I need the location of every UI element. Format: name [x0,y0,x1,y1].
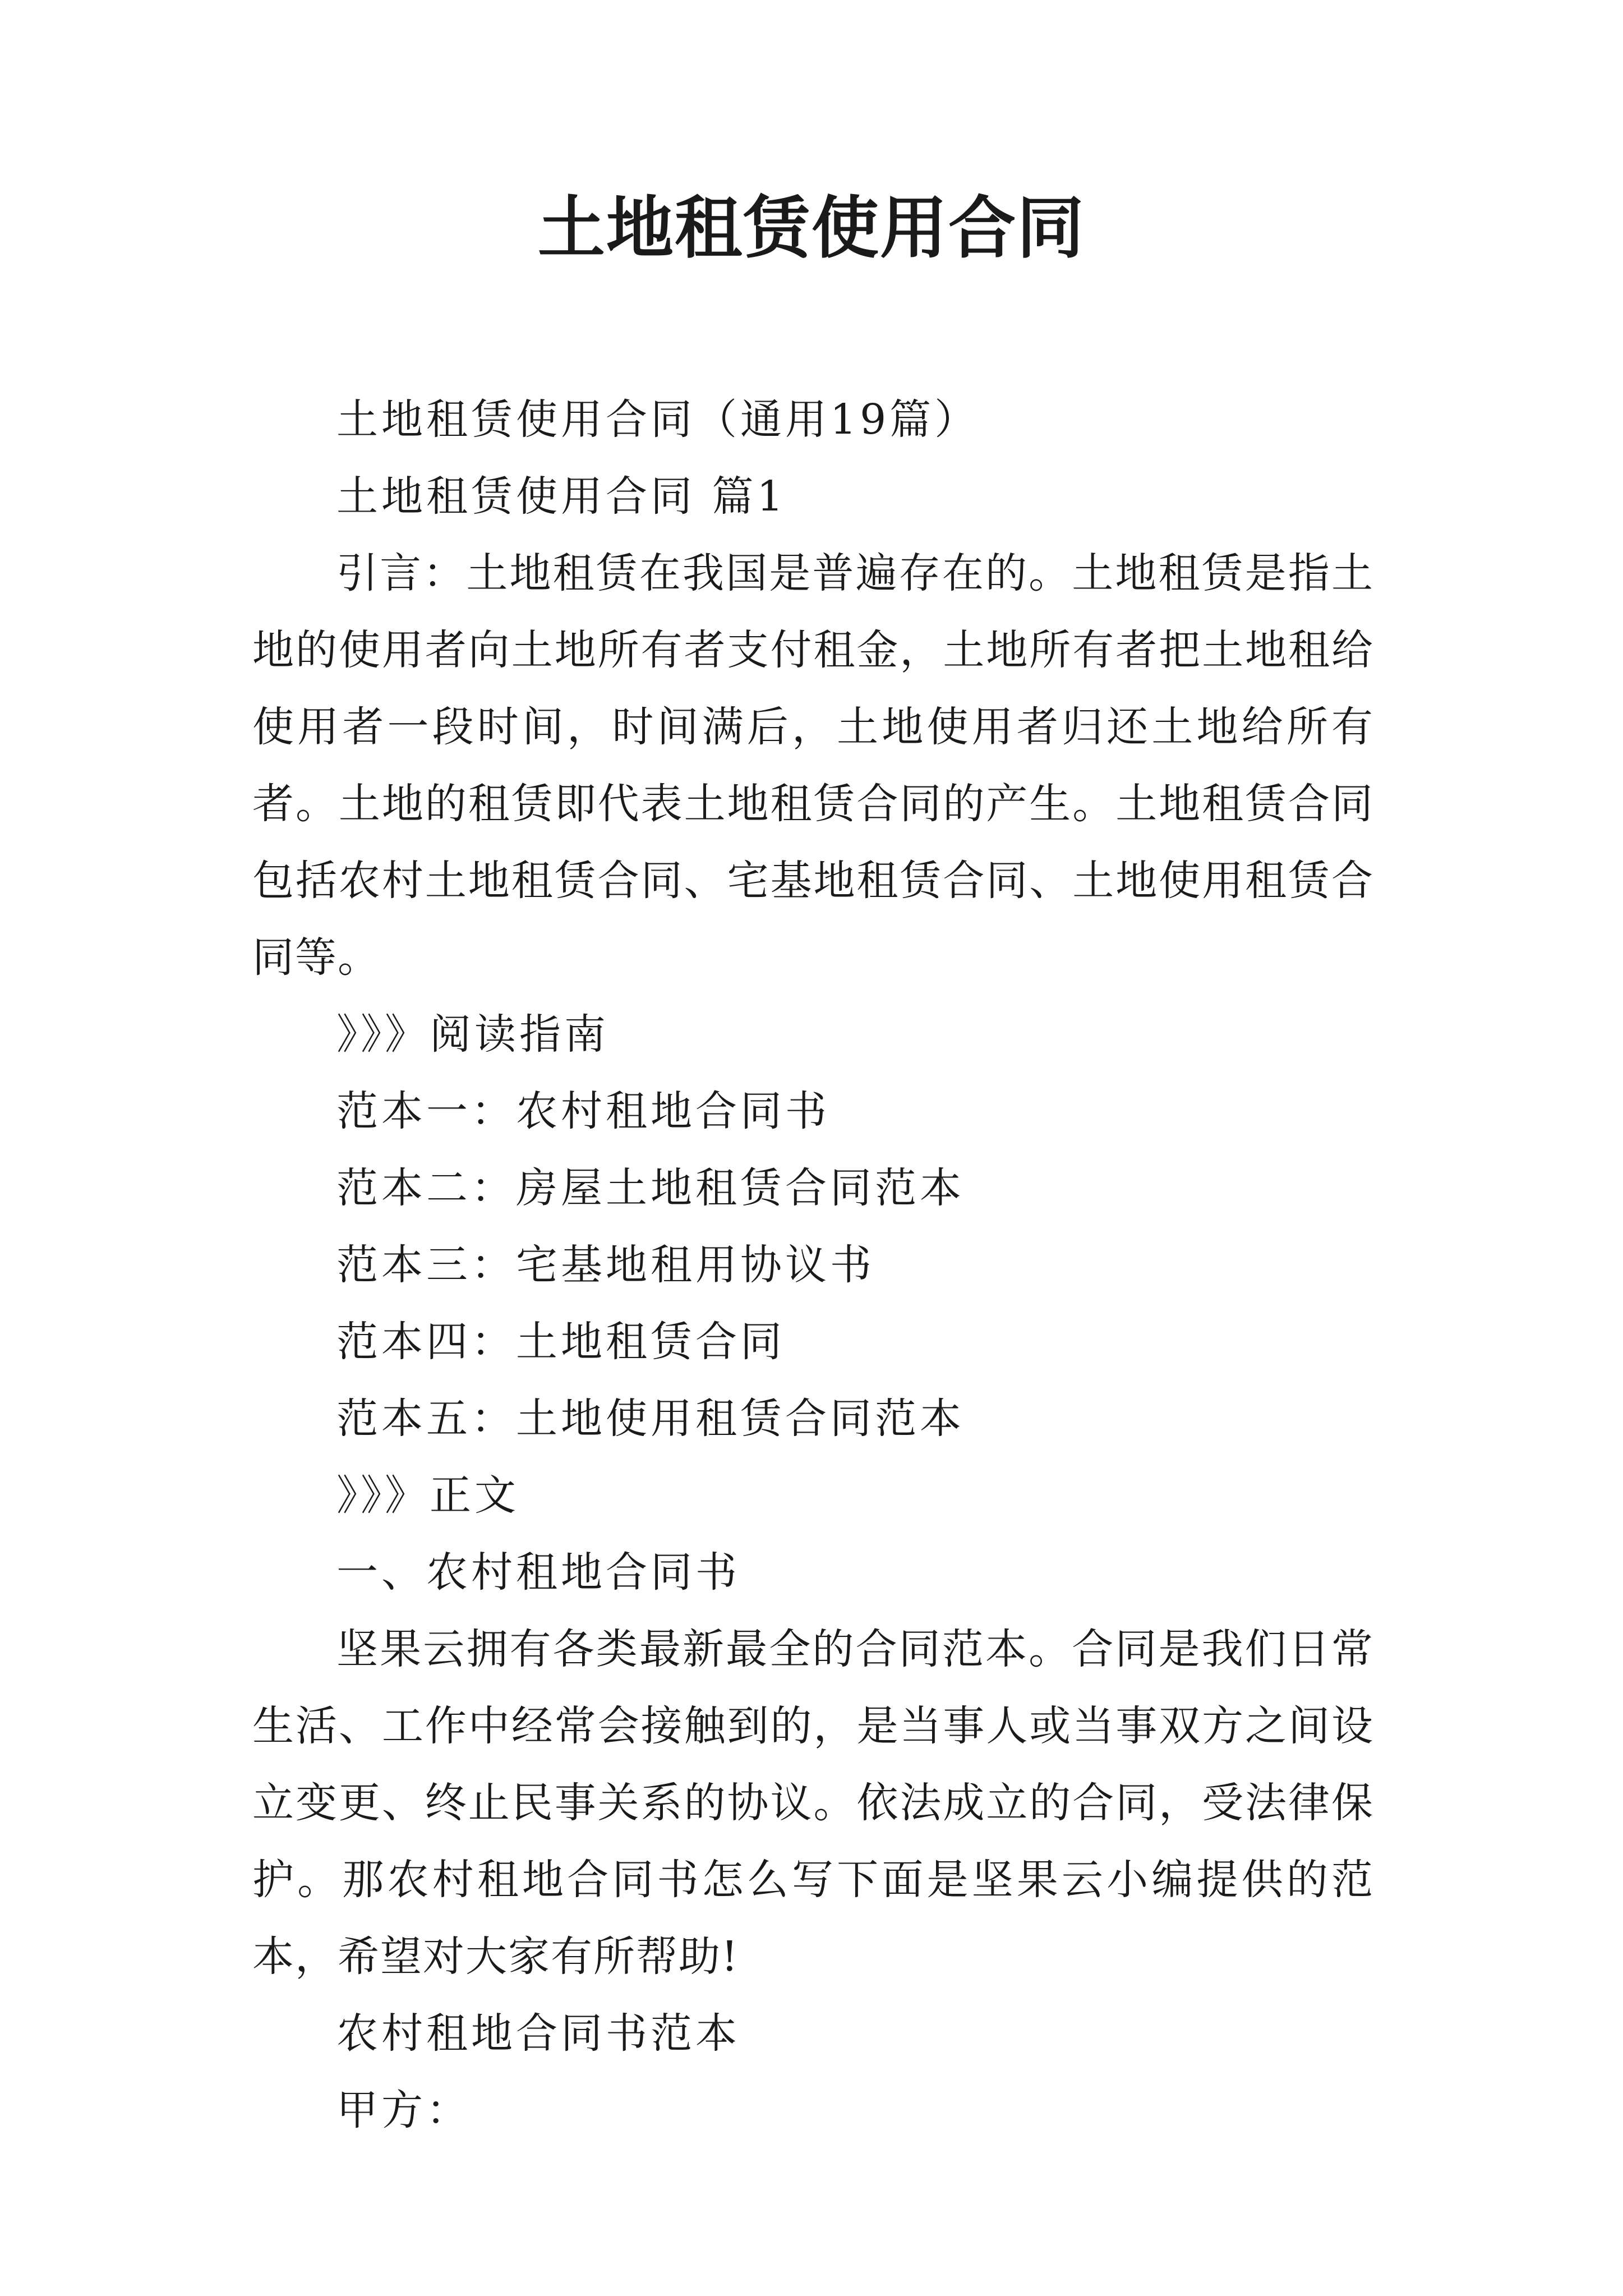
intro-paragraph: 引言：土地租赁在我国是普遍存在的。土地租赁是指土地的使用者向土地所有者支付租金，土地所有者把土地租给使用者一段时间，时间满后，土地使用者归还土地给所有者。土地的租赁即代表土地租赁合同的产生。土地租赁合同包括农村土地租赁合同、宅基地租赁合同、土地使用租赁合同等。 [252,549,1374,982]
chapter-heading: 一、农村租地合同书 [336,1548,740,1596]
reading-guide-heading: 》》》阅读指南 [336,1010,609,1059]
section-heading-paragraph: 土地租赁使用合同 篇1 [336,472,787,521]
main-text-heading: 》》》正文 [336,1471,519,1520]
party-a-paragraph: 甲方： [336,2086,471,2134]
template-list-item: 范本三：宅基地租用协议书 [336,1241,875,1289]
document-body [252,381,1374,2149]
body-paragraph: 坚果云拥有各类最新最全的合同范本。合同是我们日常生活、工作中经常会接触到的，是当事人或当事双方之间设立变更、终止民事关系的协议。依法成立的合同，受法律保护。那农村租地合同书怎么写下面是坚果云小编提供的范本，希望对大家有所帮助! [252,1625,1374,1981]
template-title-paragraph: 农村租地合同书范本 [336,2009,740,2058]
document-title: 土地租赁使用合同 [538,188,1085,268]
template-list-item: 范本五：土地使用租赁合同范本 [336,1395,965,1443]
subtitle-paragraph: 土地租赁使用合同（通用19篇） [336,395,980,444]
template-list-item: 范本一：农村租地合同书 [336,1087,830,1135]
template-list-item: 范本四：土地租赁合同 [336,1318,785,1366]
template-list-item: 范本二：房屋土地租赁合同范本 [336,1164,965,1212]
